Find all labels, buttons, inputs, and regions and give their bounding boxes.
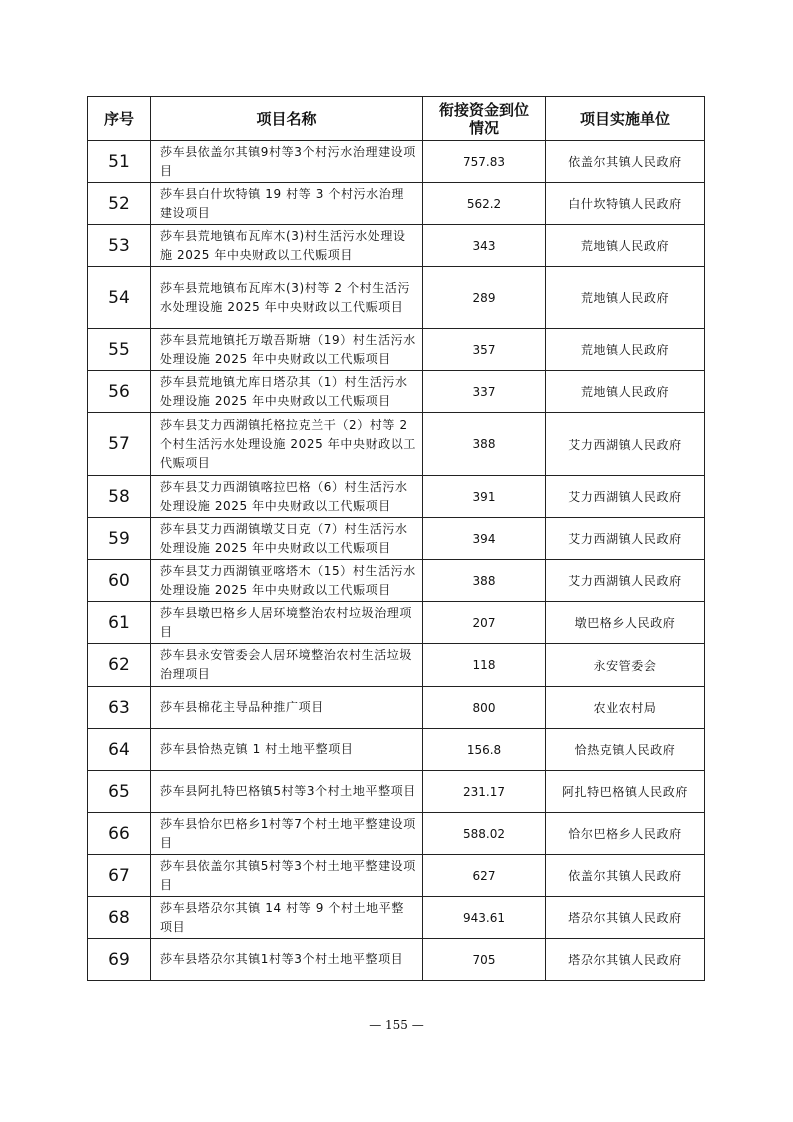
table-row [88, 855, 705, 897]
header-no: 序号 [88, 97, 151, 141]
funding-amount: 394 [423, 518, 546, 560]
row-number: 60 [88, 560, 151, 602]
project-name: 莎车县棉花主导品种推广项目 [151, 687, 423, 729]
row-number: 51 [88, 141, 151, 183]
funding-amount: 562.2 [423, 183, 546, 225]
implementing-unit: 永安管委会 [546, 644, 705, 687]
funding-amount: 391 [423, 476, 546, 518]
table-row [88, 267, 705, 329]
row-number: 53 [88, 225, 151, 267]
row-number: 68 [88, 897, 151, 939]
implementing-unit: 艾力西湖镇人民政府 [546, 560, 705, 602]
funding-amount: 705 [423, 939, 546, 981]
table-row [88, 771, 705, 813]
funding-amount: 337 [423, 371, 546, 413]
project-name: 莎车县墩巴格乡人居环境整治农村垃圾治理项目 [151, 602, 423, 644]
implementing-unit: 艾力西湖镇人民政府 [546, 413, 705, 476]
project-name: 莎车县艾力西湖镇喀拉巴格（6）村生活污水处理设施 2025 年中央财政以工代赈项目 [151, 476, 423, 518]
row-number: 65 [88, 771, 151, 813]
row-number: 62 [88, 644, 151, 687]
funding-amount: 800 [423, 687, 546, 729]
implementing-unit: 艾力西湖镇人民政府 [546, 518, 705, 560]
implementing-unit: 墩巴格乡人民政府 [546, 602, 705, 644]
funding-amount: 627 [423, 855, 546, 897]
funding-amount: 588.02 [423, 813, 546, 855]
table-row [88, 687, 705, 729]
row-number: 59 [88, 518, 151, 560]
funding-amount: 388 [423, 560, 546, 602]
row-number: 63 [88, 687, 151, 729]
project-name: 莎车县恰尔巴格乡1村等7个村土地平整建设项目 [151, 813, 423, 855]
table-row [88, 813, 705, 855]
row-number: 57 [88, 413, 151, 476]
row-number: 52 [88, 183, 151, 225]
funding-amount: 289 [423, 267, 546, 329]
table-body [88, 141, 705, 981]
header-unit: 项目实施单位 [546, 97, 705, 141]
table-row [88, 183, 705, 225]
implementing-unit: 依盖尔其镇人民政府 [546, 855, 705, 897]
row-number: 58 [88, 476, 151, 518]
project-name: 莎车县艾力西湖镇托格拉克兰干（2）村等 2 个村生活污水处理设施 2025 年中央财政以工代赈项目 [151, 413, 423, 476]
table-row [88, 413, 705, 476]
project-name: 莎车县依盖尔其镇9村等3个村污水治理建设项目 [151, 141, 423, 183]
implementing-unit: 荒地镇人民政府 [546, 267, 705, 329]
row-number: 64 [88, 729, 151, 771]
implementing-unit: 荒地镇人民政府 [546, 371, 705, 413]
funding-amount: 388 [423, 413, 546, 476]
project-name: 莎车县塔尕尔其镇1村等3个村土地平整项目 [151, 939, 423, 981]
project-name: 莎车县艾力西湖镇墩艾日克（7）村生活污水处理设施 2025 年中央财政以工代赈项目 [151, 518, 423, 560]
project-name: 莎车县荒地镇布瓦库木(3)村等 2 个村生活污水处理设施 2025 年中央财政以工代赈项目 [151, 267, 423, 329]
project-name: 莎车县白什坎特镇 19 村等 3 个村污水治理建设项目 [151, 183, 423, 225]
funding-amount: 757.83 [423, 141, 546, 183]
table-row [88, 897, 705, 939]
table-row [88, 939, 705, 981]
funding-amount: 207 [423, 602, 546, 644]
funding-amount: 357 [423, 329, 546, 371]
row-number: 61 [88, 602, 151, 644]
table-row [88, 644, 705, 687]
row-number: 55 [88, 329, 151, 371]
table-row [88, 329, 705, 371]
implementing-unit: 恰尔巴格乡人民政府 [546, 813, 705, 855]
implementing-unit: 荒地镇人民政府 [546, 225, 705, 267]
project-name: 莎车县阿扎特巴格镇5村等3个村土地平整项目 [151, 771, 423, 813]
implementing-unit: 依盖尔其镇人民政府 [546, 141, 705, 183]
implementing-unit: 农业农村局 [546, 687, 705, 729]
project-name: 莎车县艾力西湖镇亚喀塔木（15）村生活污水处理设施 2025 年中央财政以工代赈项目 [151, 560, 423, 602]
row-number: 54 [88, 267, 151, 329]
header-row [88, 97, 705, 141]
table-row [88, 729, 705, 771]
header-name: 项目名称 [151, 97, 423, 141]
project-table [87, 96, 705, 981]
page-number: — 155 — [369, 1018, 424, 1032]
implementing-unit: 荒地镇人民政府 [546, 329, 705, 371]
project-name: 莎车县永安管委会人居环境整治农村生活垃圾治理项目 [151, 644, 423, 687]
row-number: 67 [88, 855, 151, 897]
funding-amount: 231.17 [423, 771, 546, 813]
implementing-unit: 艾力西湖镇人民政府 [546, 476, 705, 518]
table-row [88, 518, 705, 560]
table-row [88, 476, 705, 518]
implementing-unit: 白什坎特镇人民政府 [546, 183, 705, 225]
row-number: 69 [88, 939, 151, 981]
implementing-unit: 阿扎特巴格镇人民政府 [546, 771, 705, 813]
table-row [88, 141, 705, 183]
project-name: 莎车县恰热克镇 1 村土地平整项目 [151, 729, 423, 771]
table-row [88, 225, 705, 267]
project-name: 莎车县荒地镇尤库日塔尕其（1）村生活污水处理设施 2025 年中央财政以工代赈项目 [151, 371, 423, 413]
row-number: 56 [88, 371, 151, 413]
table-row [88, 602, 705, 644]
row-number: 66 [88, 813, 151, 855]
project-name: 莎车县荒地镇托万墩吾斯塘（19）村生活污水处理设施 2025 年中央财政以工代赈项目 [151, 329, 423, 371]
implementing-unit: 恰热克镇人民政府 [546, 729, 705, 771]
funding-amount: 343 [423, 225, 546, 267]
funding-amount: 156.8 [423, 729, 546, 771]
table-row [88, 371, 705, 413]
project-name: 莎车县依盖尔其镇5村等3个村土地平整建设项目 [151, 855, 423, 897]
funding-amount: 943.61 [423, 897, 546, 939]
implementing-unit: 塔尕尔其镇人民政府 [546, 939, 705, 981]
funding-amount: 118 [423, 644, 546, 687]
project-name: 莎车县荒地镇布瓦库木(3)村生活污水处理设施 2025 年中央财政以工代赈项目 [151, 225, 423, 267]
implementing-unit: 塔尕尔其镇人民政府 [546, 897, 705, 939]
table-row [88, 560, 705, 602]
header-amount: 衔接资金到位情况 [423, 97, 546, 141]
project-name: 莎车县塔尕尔其镇 14 村等 9 个村土地平整项目 [151, 897, 423, 939]
